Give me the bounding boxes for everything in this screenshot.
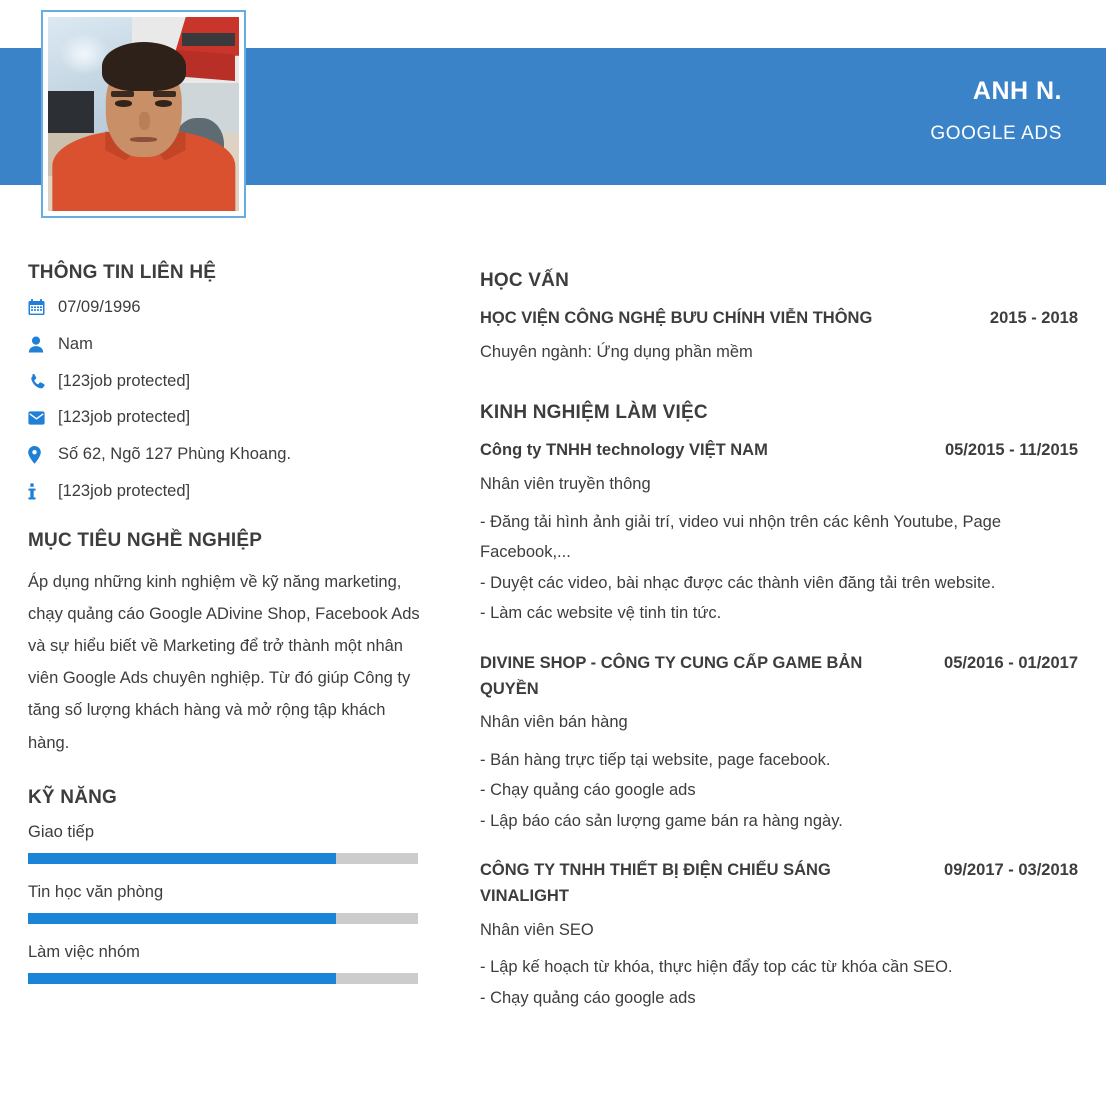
skill-progress-track <box>28 973 418 984</box>
skill-label: Làm việc nhóm <box>28 942 140 961</box>
contact-item-email[interactable] <box>28 408 440 428</box>
experience-bullet: - Duyệt các video, bài nhạc được các thành viên đăng tải trên website. <box>480 573 996 592</box>
experience-bullets <box>480 745 1078 837</box>
experience-bullet: - Chạy quảng cáo google ads <box>480 989 696 1007</box>
experience-entry-head <box>480 858 1078 909</box>
skill-progress-fill <box>28 853 336 864</box>
skill-item <box>28 883 440 924</box>
contact-value: [123job protected] <box>58 371 191 390</box>
company-name: DIVINE SHOP - CÔNG TY CUNG CẤP GAME BẢN QUYỀN <box>480 653 863 698</box>
education-date: 2015 - 2018 <box>989 309 1078 327</box>
cv-body <box>0 232 1106 1036</box>
job-position: Nhân viên bán hàng <box>480 713 628 732</box>
objective-section-title: MỤC TIÊU NGHỀ NGHIỆP <box>28 529 263 551</box>
candidate-name: ANH N. <box>972 77 1062 105</box>
contact-item-birthdate <box>28 298 440 318</box>
skill-progress-track <box>28 853 418 864</box>
contact-item-gender <box>28 335 440 355</box>
left-column <box>0 232 440 1003</box>
experience-bullet: - Chạy quảng cáo google ads <box>480 781 696 800</box>
experience-entry <box>480 651 1078 837</box>
contact-value: [123job protected] <box>58 408 191 427</box>
cv-header <box>0 0 1106 232</box>
experience-bullet: - Làm các website vệ tinh tin tức. <box>480 604 722 623</box>
skill-label: Tin học văn phòng <box>28 882 164 901</box>
profile-photo <box>48 17 239 211</box>
job-position: Nhân viên SEO <box>480 920 594 939</box>
calendar-icon <box>28 299 58 316</box>
experience-date: 05/2015 - 11/2015 <box>944 441 1078 460</box>
contact-item-phone[interactable] <box>28 372 440 392</box>
header-identity <box>930 78 1062 145</box>
experience-date: 05/2016 - 01/2017 <box>944 653 1078 672</box>
company-name: Công ty TNHH technology VIỆT NAM <box>480 441 768 460</box>
skill-progress-track <box>28 913 418 924</box>
experience-bullets <box>480 507 1078 629</box>
contact-value: 07/09/1996 <box>58 298 141 316</box>
skill-item <box>28 943 440 984</box>
experience-bullets <box>480 952 1078 1013</box>
experience-bullet: - Lập kế hoạch từ khóa, thực hiện đẩy top các từ khóa cần SEO. <box>480 958 953 977</box>
experience-bullet: - Bán hàng trực tiếp tại website, page facebook. <box>480 750 831 769</box>
education-section-title: HỌC VẤN <box>480 270 570 291</box>
profile-photo-frame <box>41 10 246 218</box>
contact-item-info[interactable] <box>28 482 440 502</box>
school-name: HỌC VIỆN CÔNG NGHỆ BƯU CHÍNH VIỄN THÔNG <box>480 309 873 327</box>
company-name: CÔNG TY TNHH THIẾT BỊ ĐIỆN CHIẾU SÁNG VINALIGHT <box>480 861 831 906</box>
skills-section-title: KỸ NĂNG <box>28 786 118 808</box>
education-entry-head <box>480 306 1078 332</box>
contact-value: [123job protected] <box>58 481 191 500</box>
info-icon <box>28 483 58 500</box>
person-icon <box>28 336 58 353</box>
skill-label: Giao tiếp <box>28 822 95 841</box>
experience-section-title: KINH NGHIỆM LÀM VIỆC <box>480 402 708 424</box>
contact-value: Nam <box>58 334 93 353</box>
skill-item <box>28 823 440 864</box>
contact-section-title: THÔNG TIN LIÊN HỆ <box>28 262 217 283</box>
experience-entry <box>480 438 1078 629</box>
envelope-icon <box>28 411 58 425</box>
job-position: Nhân viên truyền thông <box>480 475 651 493</box>
contact-item-address <box>28 445 440 465</box>
experience-entry <box>480 858 1078 1013</box>
experience-bullet: - Đăng tải hình ảnh giải trí, video vui nhộn trên các kênh Youtube, Page Facebook,... <box>480 512 1002 562</box>
skill-progress-fill <box>28 973 336 984</box>
experience-bullet: - Lập báo cáo sản lượng game bán ra hàng ngày. <box>480 811 843 830</box>
right-column <box>440 232 1106 1036</box>
education-detail: Chuyên ngành: Ứng dụng phần mềm <box>480 342 753 361</box>
candidate-role: GOOGLE ADS <box>930 122 1062 144</box>
contact-value: Số 62, Ngõ 127 Phùng Khoang. <box>58 445 292 464</box>
skill-progress-fill <box>28 913 336 924</box>
education-entry <box>480 306 1078 366</box>
experience-entry-head <box>480 438 1078 464</box>
contact-list <box>28 298 440 502</box>
experience-date: 09/2017 - 03/2018 <box>944 861 1078 880</box>
location-pin-icon <box>28 446 58 464</box>
phone-icon <box>28 373 58 390</box>
experience-entry-head <box>480 651 1078 702</box>
objective-text: Áp dụng những kinh nghiệm về kỹ năng marketing, chạy quảng cáo Google ADivine Shop, Facebook Ads và sự hiểu biết về Marketing để trở thành một nhân viên Google Ads chuyên nghiệp. Từ đó giúp Công ty tăng số lượng khách hàng và mở rộng tập khách hàng. <box>28 572 420 752</box>
